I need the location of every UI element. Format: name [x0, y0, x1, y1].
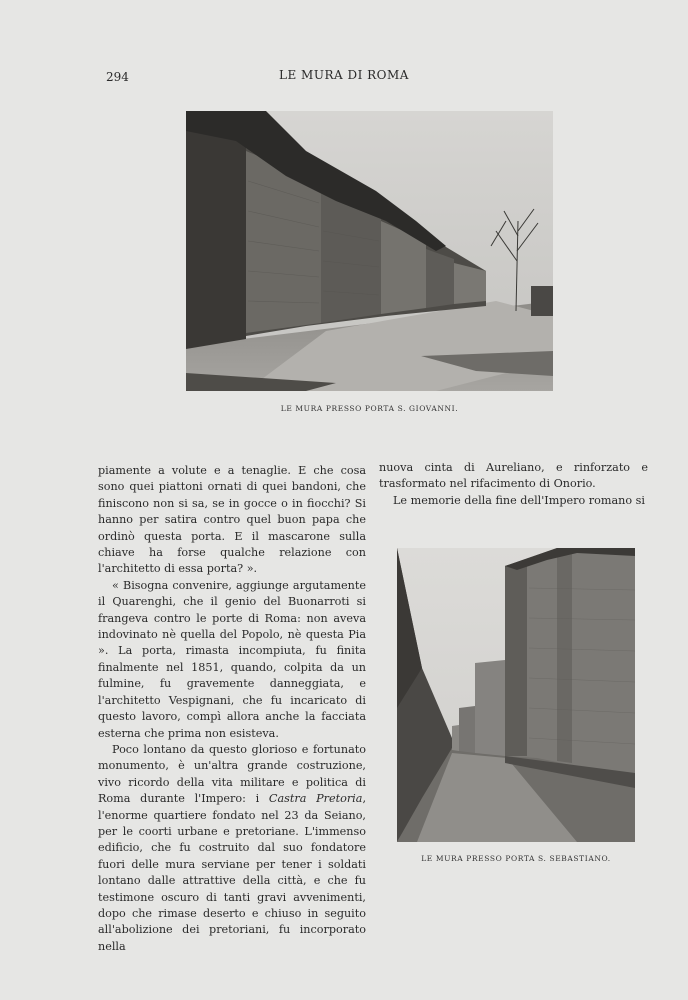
- paragraph: Le memorie della fine dell'Impero romano si: [393, 493, 645, 507]
- text-column-right: [379, 460, 648, 509]
- text-run: Poco lontano da questo glorioso e fortunato monumento, è un'altra grande costruzione, vivo ricordo della vita militare e politica di Roma durante l'Impero: i: [98, 742, 366, 806]
- caption-bottom-photo: LE MURA PRESSO PORTA S. SEBASTIANO.: [421, 854, 611, 863]
- page-number: 294: [106, 70, 129, 84]
- paragraph: [98, 742, 366, 955]
- italic-term: Castra Pretoria: [268, 792, 363, 806]
- photo-walls-porta-san-giovanni: [186, 111, 553, 391]
- photo-walls-porta-san-sebastiano: [397, 548, 635, 842]
- paragraph: piamente a volute e a tenaglie. E che cosa sono quei piattoni ornati di quei bandoni, che finiscono non si sa, se in gocce o in fiocchi? Si hanno per satira contro quel buon papa che ordinò questa porta. E il mascarone sulla chiave ha forse qualche relazione con l'architetto di essa porta? ».: [98, 464, 366, 576]
- running-title: LE MURA DI ROMA: [279, 68, 409, 82]
- paragraph: « Bisogna convenire, aggiunge argutamente il Quarenghi, che il genio del Buonarroti si frangeva contro le porte di Roma: non aveva indovinato nè quella del Popolo, nè questa Pia ». La porta, rimasta incompiuta, fu finita finalmente nel 1851, quando, colpita da un fulmine, fu gravemente danneggiata, e l'architetto Vespignani, che fu incaricato di questo lavoro, compì allora anche la facciata esterna che prima non esisteva.: [98, 578, 366, 740]
- text-column-left: [98, 463, 366, 955]
- text-run: , l'enorme quartiere fondato nel 23 da Seiano, per le coorti urbane e pretoriane. L'immenso edificio, che fu costruito dal suo fondatore fuori delle mura serviane per tener i soldati lontano dalle attrattive della città, e che fu testimone oscuro di tanti gravi avvenimenti, dopo che rimase deserto e chiuso in seguito all'abolizione dei pretoriani, fu incorporato nella: [98, 792, 366, 953]
- paragraph: nuova cinta di Aureliano, e rinforzato e trasformato nel rifacimento di Onorio.: [379, 461, 648, 491]
- caption-top-photo: LE MURA PRESSO PORTA S. GIOVANNI.: [280, 404, 459, 413]
